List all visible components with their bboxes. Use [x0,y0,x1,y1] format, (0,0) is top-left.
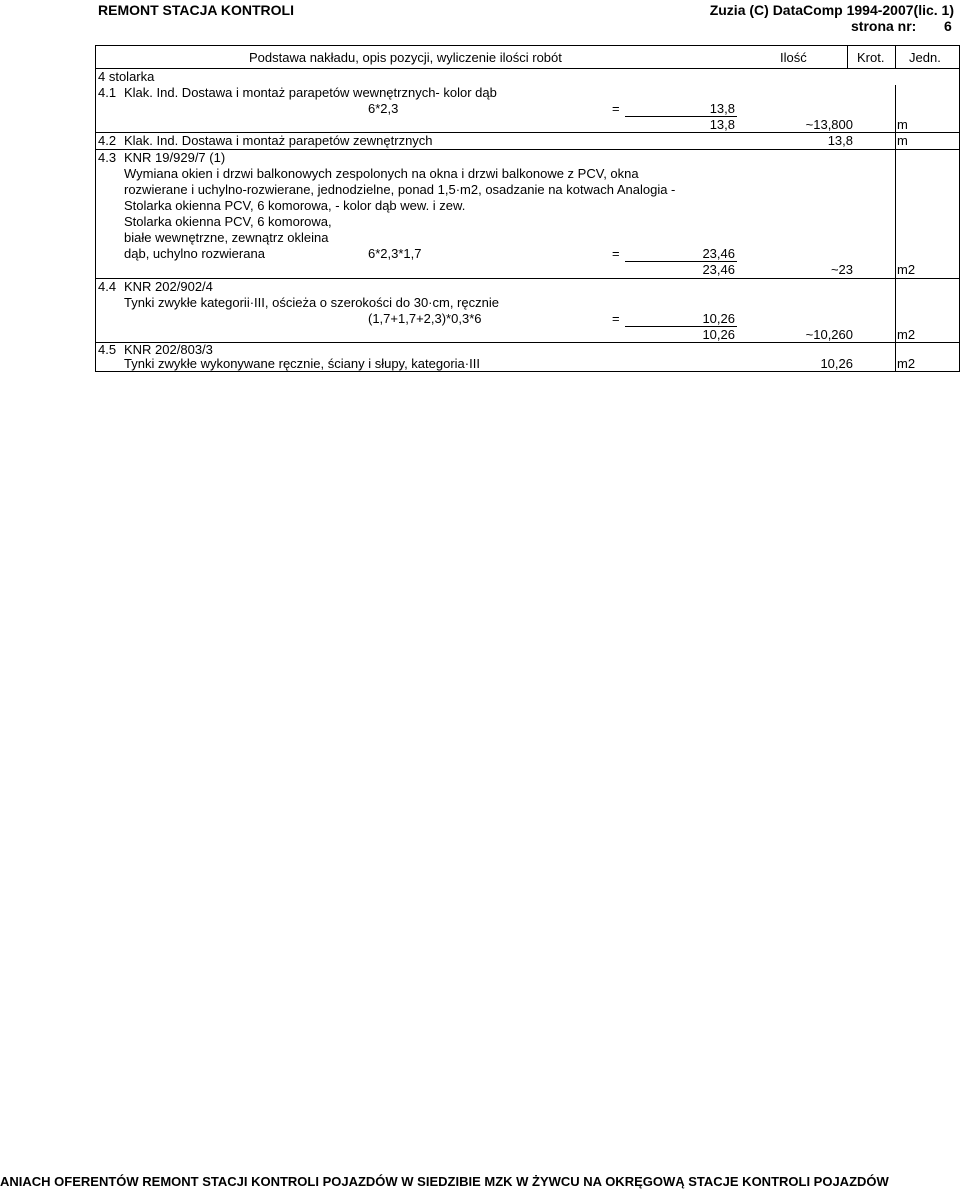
item-description-line: Stolarka okienna PCV, 6 komorowa, - kolor dąb wew. i zew. [124,198,466,213]
unit-col-divider [895,342,896,371]
calc-formula: 6*2,3*1,7 [368,246,422,261]
unit-col-divider [895,149,896,278]
item-unit: m2 [897,262,916,277]
item-quantity: ~13,800 [805,117,853,132]
unit-col-divider [895,85,896,132]
col-header-description: Podstawa nakładu, opis pozycji, wyliczenie ilości robót [249,50,562,65]
calc-equals: = [612,246,620,261]
calc-formula: 6*2,3 [368,101,399,116]
calc-label: dąb, uchylno rozwierana [124,246,265,261]
item-description-line: Tynki zwykłe wykonywane ręcznie, ściany i słupy, kategoria·III [124,356,480,371]
calc-result: 13,8 [709,101,735,116]
unit-col-divider [895,132,896,149]
calc-sum: 23,46 [702,262,735,277]
calc-equals: = [612,311,620,326]
item-unit: m [897,133,908,148]
header-col-divider [847,45,848,68]
item-number: 4.5 [98,342,117,357]
item-unit: m2 [897,356,916,371]
item-quantity: ~23 [830,262,853,277]
item-title: KNR 202/803/3 [124,342,213,357]
item-unit: m2 [897,327,916,342]
unit-col-divider [895,278,896,342]
item-number: 4.1 [98,85,117,100]
section-label: 4 stolarka [98,69,155,84]
table-header-divider [95,68,960,69]
calc-formula: (1,7+1,7+2,3)*0,3*6 [368,311,482,326]
item-quantity: 10,26 [820,356,853,371]
item-title: KNR 202/902/4 [124,279,213,294]
item-description-line: białe wewnętrzne, zewnątrz okleina [124,230,329,245]
header-col-divider [895,45,896,68]
item-description-line: Tynki zwykłe kategorii·III, ościeża o szerokości do 30·cm, ręcznie [124,295,499,310]
item-title: KNR 19/929/7 (1) [124,150,226,165]
calc-result: 10,26 [702,311,735,326]
row-divider [95,278,960,279]
item-description-line: rozwierane i uchylno-rozwierane, jednodzielne, ponad 1,5·m2, osadzanie na kotwach Analogia - [124,182,676,197]
software-copyright: Zuzia (C) DataComp 1994-2007(lic. 1) [709,2,954,18]
item-number: 4.3 [98,150,117,165]
calc-result: 23,46 [702,246,735,261]
row-divider [95,342,960,343]
page-number: 6 [944,18,952,34]
item-number: 4.2 [98,133,117,148]
item-description-line: Wymiana okien i drzwi balkonowych zespolonych na okna i drzwi balkonowe z PCV, okna [124,166,639,181]
item-quantity: 13,8 [827,133,853,148]
col-header-krot: Krot. [857,50,885,65]
col-header-quantity: Ilość [780,50,807,65]
item-number: 4.4 [98,279,117,294]
col-header-unit: Jedn. [909,50,941,65]
calc-sum: 10,26 [702,327,735,342]
document-title: REMONT STACJA KONTROLI [98,2,294,18]
item-description-line: Stolarka okienna PCV, 6 komorowa, [124,214,332,229]
page-label: strona nr: [851,18,917,34]
item-title: Klak. Ind. Dostawa i montaż parapetów wewnętrznych- kolor dąb [124,85,497,100]
page-footer: ANIACH OFERENTÓW REMONT STACJI KONTROLI POJAZDÓW W SIEDZIBIE MZK W ŻYWCU NA OKRĘGOWĄ STACJE KONTROLI POJAZDÓW [0,1174,889,1189]
item-unit: m [897,117,908,132]
item-quantity: ~10,260 [805,327,853,342]
calc-equals: = [612,101,620,116]
item-title: Klak. Ind. Dostawa i montaż parapetów zewnętrznych [124,133,433,148]
calc-sum: 13,8 [709,117,735,132]
